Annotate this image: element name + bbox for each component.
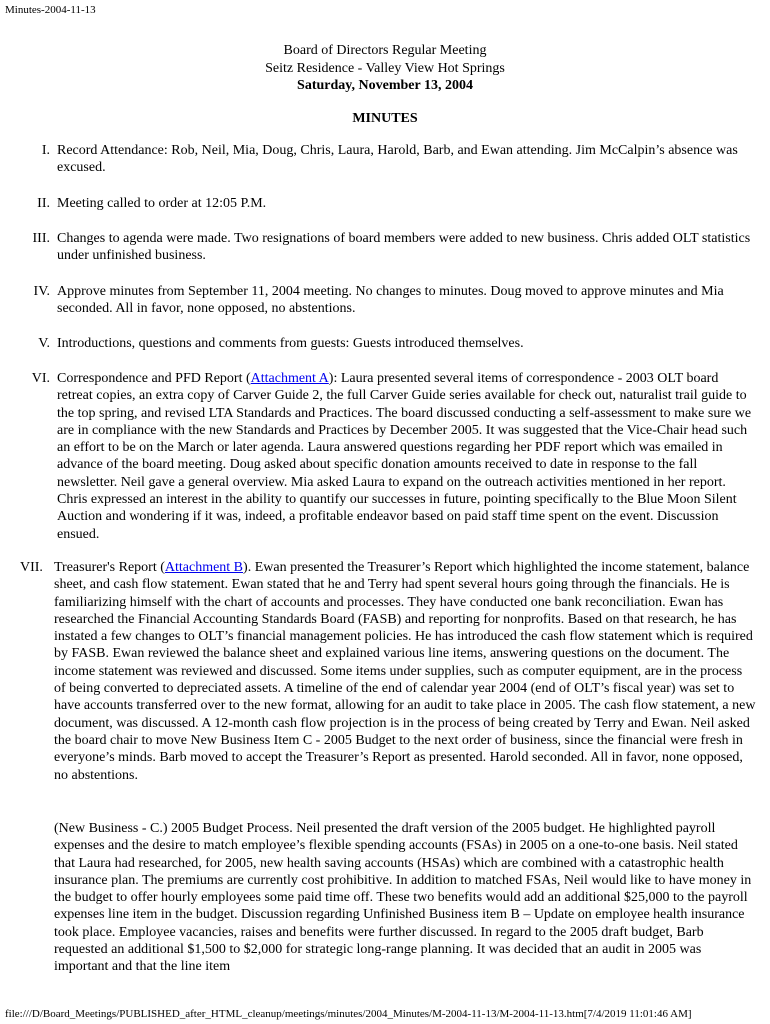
file-path-footer: file:///D/Board_Meetings/PUBLISHED_after_HTML_cleanup/meetings/minutes/2004_Minutes/M-2004-11-13/M-2004-11-13.htm[7/4/2019 11:01:46 AM] xyxy=(5,1008,692,1020)
item-text-pre: Treasurer's Report ( xyxy=(54,560,165,575)
heading-line-2: Seitz Residence - Valley View Hot Springs xyxy=(265,60,505,76)
item-text xyxy=(54,559,757,784)
page-header: Minutes-2004-11-13 xyxy=(5,4,96,16)
meeting-heading xyxy=(0,42,770,95)
item-text: Changes to agenda were made. Two resignations of board members were added to new business. Chris added OLT statistics under unfinished business. xyxy=(57,231,751,264)
item-text: (New Business - C.) 2005 Budget Process. Neil presented the draft version of the 2005 budget. He highlighted payroll expenses and the desire to match employee’s flexible spending accounts (FSAs) in 2005 on a one-to-one basis. Neil stated that Laura had researched, for 2005, new health saving accounts (HSAs) which are combined with a catastrophic health insurance plan. The premiums are currently cost prohibitive. In addition to matched FSAs, Neil would like to have money in the budget to offer hourly employees some paid time off. These two benefits would add an additional $25,000 to the payroll expenses line item in the budget. Discussion regarding Unfinished Business item B – Update on employee health insurance took place. Employee vacancies, raises and benefits were further discussed. In regard to the 2005 draft budget, Barb requested an additional $1,500 to $2,000 for strategic long-range planning. It was decided that an audit in 2005 was important and that the line item xyxy=(54,821,752,975)
attachment-a-link[interactable]: Attachment A xyxy=(250,371,329,386)
item-text: Meeting called to order at 12:05 P.M. xyxy=(57,196,267,211)
item-number: V. xyxy=(38,336,50,351)
item-number: VII. xyxy=(20,560,43,575)
item-text: Approve minutes from September 11, 2004 meeting. No changes to minutes. Doug moved to approve minutes and Mia seconded. All in favor, none opposed, no abstentions. xyxy=(57,284,724,317)
item-text: Introductions, questions and comments from guests: Guests introduced themselves. xyxy=(57,336,524,351)
item-text xyxy=(57,370,757,543)
heading-date: Saturday, November 13, 2004 xyxy=(297,78,473,93)
minutes-title: MINUTES xyxy=(352,111,418,126)
item-number: III. xyxy=(32,231,50,246)
heading-line-1: Board of Directors Regular Meeting xyxy=(283,43,487,58)
item-number: I. xyxy=(41,143,50,158)
item-number: IV. xyxy=(33,284,50,299)
item-number: VI. xyxy=(31,371,50,386)
attachment-b-link[interactable]: Attachment B xyxy=(164,560,244,575)
item-text-post: ): Laura presented several items of correspondence - 2003 OLT board retreat copies, an extra copy of Carver Guide 2, the full Carver Guide series available for check out, naturalist trail guide to the top spring, and revised LTA Standards and Practices. The board discussed conducting a self-assessment to make sure we are in compliance with the new Standards and Practices by December 2005. It was suggested that the Vice-Chair head such an effort to be on the March or later agenda. Laura answered questions regarding her PDF report which was emailed in advance of the board meeting. Doug asked about specific donation amounts received to date in response to the fall newsletter. Neil gave a general overview. Mia asked Laura to expand on the outreach activities mentioned in her report. Chris expressed an interest in the ability to quantify our successes in future, pointing specifically to the Blue Moon Silent Auction and wondering if it was, indeed, a profitable endeavor based on paid staff time spent on the event. Discussion ensued. xyxy=(57,371,752,542)
item-text-post: ). Ewan presented the Treasurer’s Report which highlighted the income statement, balance sheet, and cash flow statement. Ewan stated that he and Terry had spent several hours going through the financials. He is familiarizing himself with the chart of accounts and processes. They have conducted one bank reconciliation. Ewan has researched the Financial Accounting Standards Board (FASB) and reporting for nonprofits. Based on that research, he has instated a few changes to OLT’s financial management policies. He has introduced the cash flow statement which is required by FASB. Ewan reviewed the balance sheet and explained various line items, answering questions on the document. The income statement was reviewed and discussed. Some items under supplies, such as computer equipment, are in the process of being converted to depreciated assets. A timeline of the end of calendar year 2004 (end of OLT’s fiscal year) was set to have accounts transferred over to the new format, allowing for an audit to take place in 2005. The cash flow statement, a new document, was discussed. A 12-month cash flow projection is in the process of being created by Terry and Ewan. Neil asked the board chair to move New Business Item C - 2005 Budget to the next order of business, since the financial were fresh in everyone’s minds. Barb moved to accept the Treasurer’s Report as presented. Harold seconded. All in favor, none opposed, no abstentions. xyxy=(54,560,756,783)
item-text: Record Attendance: Rob, Neil, Mia, Doug, Chris, Laura, Harold, Barb, and Ewan attending. Jim McCalpin’s absence was excused. xyxy=(57,143,738,176)
item-text-pre: Correspondence and PFD Report ( xyxy=(57,371,251,386)
item-number: II. xyxy=(37,196,50,211)
